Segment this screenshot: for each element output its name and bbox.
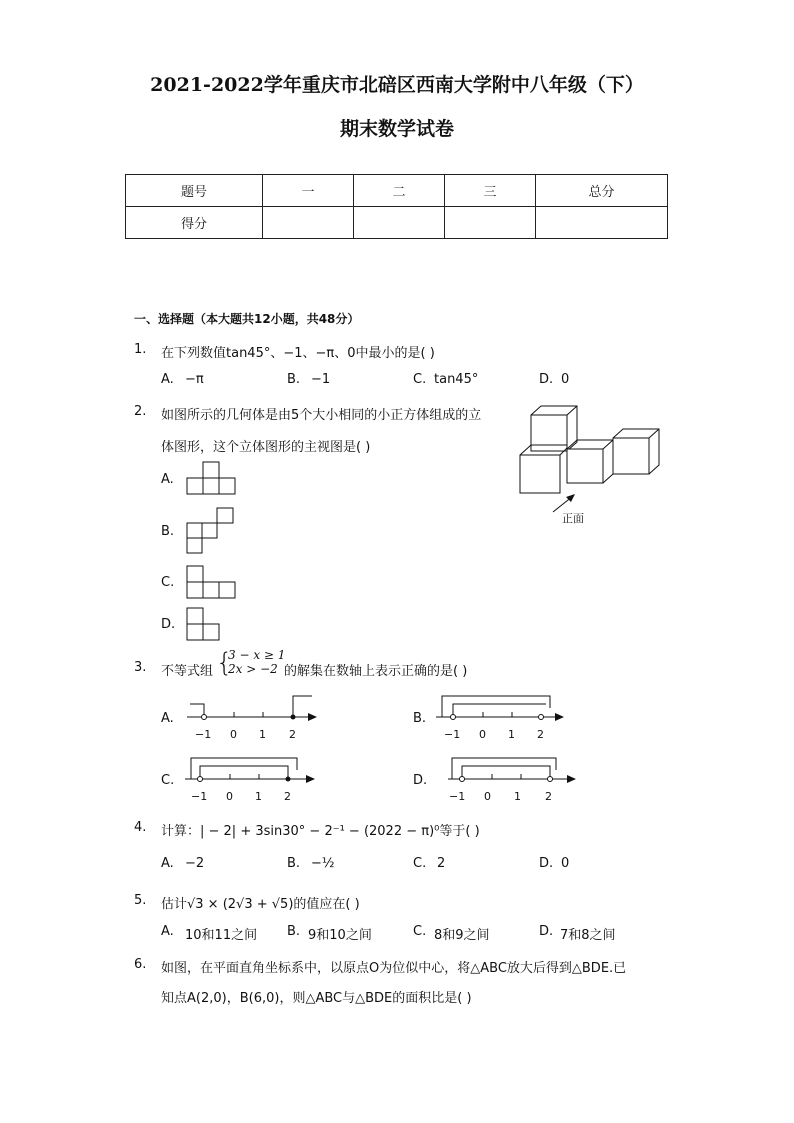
option-label: C. [413, 924, 427, 939]
score-cell [354, 207, 445, 239]
inequality-1: 3 − x ≥ 1 [228, 648, 286, 662]
score-header-cell: 三 [445, 175, 536, 207]
option-text: −2 [185, 856, 205, 871]
cube-solid-figure [515, 400, 665, 530]
axis-tick-label: 0 [226, 790, 233, 803]
axis-tick-label: −1 [444, 728, 461, 741]
question-2-text-line1: 如图所示的几何体是由5个大小相同的小正方体组成的立 [161, 408, 482, 423]
option-d-number-line [446, 754, 581, 809]
option-label: D. [539, 856, 554, 871]
front-view-label: 正面 [562, 512, 584, 525]
option-text: −½ [311, 856, 335, 871]
axis-tick-label: 2 [545, 790, 552, 803]
option-label: D. [413, 773, 428, 788]
score-cell [536, 207, 668, 239]
axis-tick-label: 0 [479, 728, 486, 741]
score-table [125, 174, 668, 239]
question-6-text-line2: 知点A(2,0)，B(6,0)，则△ABC与△BDE的面积比是( ) [161, 991, 472, 1006]
option-label: A. [161, 856, 174, 871]
section-heading: 一、选择题（本大题共12小题，共48分） [134, 312, 360, 326]
option-label: B. [413, 711, 427, 726]
option-text: 0 [561, 856, 570, 871]
option-text: 0 [561, 372, 570, 387]
score-table-header-row [126, 175, 668, 207]
option-label: D. [161, 617, 176, 632]
axis-tick-label: 1 [514, 790, 521, 803]
option-a-front-view [186, 461, 238, 497]
option-b-front-view [186, 507, 236, 555]
axis-tick-label: −1 [191, 790, 208, 803]
score-table-score-row [126, 207, 668, 239]
option-label: A. [161, 372, 174, 387]
axis-tick-label: 1 [255, 790, 262, 803]
option-label: C. [413, 856, 427, 871]
option-label: A. [161, 472, 174, 487]
option-text: −π [185, 372, 204, 387]
question-4-text: 计算：| − 2| + 3sin30° − 2⁻¹ − (2022 − π)⁰等于( ) [161, 824, 480, 839]
option-text: −1 [311, 372, 331, 387]
option-label: C. [161, 575, 175, 590]
question-6-text-line1: 如图，在平面直角坐标系中，以原点O为位似中心，将△ABC放大后得到△BDE.已 [161, 961, 627, 976]
option-text: 10和11之间 [185, 928, 258, 943]
option-text: 9和10之间 [308, 928, 372, 943]
score-header-cell: 一 [263, 175, 354, 207]
option-label: A. [161, 711, 174, 726]
option-c-front-view [186, 565, 238, 601]
option-label: D. [539, 372, 554, 387]
question-2-number: 2. [134, 404, 147, 419]
option-a-number-line [185, 692, 320, 747]
option-text: 2 [437, 856, 446, 871]
option-b-number-line [434, 692, 569, 747]
axis-tick-label: 2 [284, 790, 291, 803]
option-label: B. [287, 924, 301, 939]
score-row-label: 得分 [126, 207, 263, 239]
option-d-front-view [186, 607, 222, 643]
option-label: B. [161, 524, 175, 539]
axis-tick-label: 2 [289, 728, 296, 741]
question-5-text: 估计√3 × (2√3 + √5)的值应在( ) [161, 897, 360, 912]
question-1-number: 1. [134, 342, 147, 357]
question-1-text: 在下列数值tan45°、−1、−π、0中最小的是( ) [161, 346, 435, 361]
axis-tick-label: 2 [537, 728, 544, 741]
score-cell [445, 207, 536, 239]
option-c-number-line [183, 754, 318, 809]
question-3-number: 3. [134, 660, 147, 675]
score-header-cell: 二 [354, 175, 445, 207]
option-label: C. [413, 372, 427, 387]
score-header-cell: 总分 [536, 175, 668, 207]
option-text: 8和9之间 [434, 928, 490, 943]
question-5-number: 5. [134, 893, 147, 908]
paper-title-line2: 期末数学试卷 [339, 118, 454, 140]
score-cell [263, 207, 354, 239]
option-label: B. [287, 856, 301, 871]
inequality-2: 2x > −2 [228, 662, 278, 676]
question-6-number: 6. [134, 957, 147, 972]
question-2-text-line2: 体图形，这个立体图形的主视图是( ) [161, 440, 371, 455]
axis-tick-label: −1 [195, 728, 212, 741]
option-label: B. [287, 372, 301, 387]
axis-tick-label: 0 [230, 728, 237, 741]
question-3-prefix: 不等式组 [161, 664, 214, 679]
brace-glyph: { [216, 648, 233, 678]
axis-tick-label: 1 [259, 728, 266, 741]
option-text: 7和8之间 [560, 928, 616, 943]
option-text: tan45° [434, 372, 479, 387]
option-label: A. [161, 924, 174, 939]
option-label: C. [161, 773, 175, 788]
axis-tick-label: −1 [449, 790, 466, 803]
option-label: D. [539, 924, 554, 939]
axis-tick-label: 0 [484, 790, 491, 803]
question-4-number: 4. [134, 820, 147, 835]
question-3-suffix: 的解集在数轴上表示正确的是( ) [284, 664, 468, 679]
score-header-cell: 题号 [126, 175, 263, 207]
paper-title-line1: 2021-2022学年重庆市北碚区西南大学附中八年级（下） [150, 74, 644, 96]
axis-tick-label: 1 [508, 728, 515, 741]
